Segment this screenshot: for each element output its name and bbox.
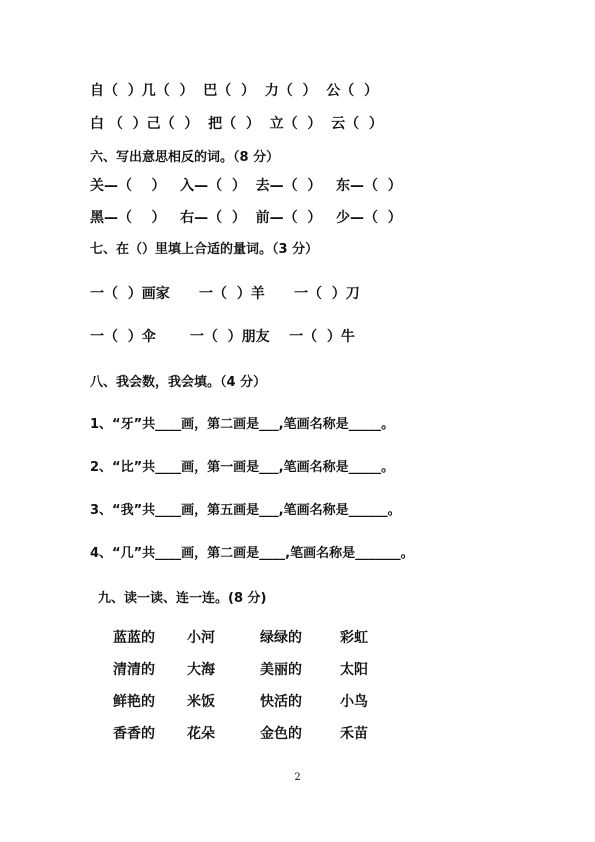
match-word: 太阳: [340, 662, 368, 678]
section6-row-2: 黑—（ ） 右—（ ） 前—（ ） 少—（ ）: [90, 210, 402, 226]
match-word: 鲜艳的: [113, 694, 155, 710]
section7-row-1: 一（ ）画家 一（ ）羊 一（ ）刀: [90, 286, 360, 302]
match-word: 米饭: [187, 694, 215, 710]
match-word: 金色的: [260, 726, 302, 742]
match-word: 小河: [187, 630, 215, 646]
match-word: 禾苗: [340, 726, 368, 742]
match-word: 香香的: [113, 726, 155, 742]
match-word: 美丽的: [260, 662, 302, 678]
match-word: 绿绿的: [260, 630, 302, 646]
match-word: 蓝蓝的: [113, 630, 155, 646]
section8-item-3: 3、“我”共____画，第五画是___,笔画名称是______。: [90, 503, 401, 518]
section7-title: 七、在（）里填上合适的量词。（3 分）: [90, 242, 319, 257]
match-word: 小鸟: [340, 694, 368, 710]
match-word: 彩虹: [340, 630, 368, 646]
section8-item-1: 1、“牙”共____画，第二画是___,笔画名称是_____。: [90, 417, 395, 432]
section8-title: 八、我会数，我会填。（4 分）: [90, 375, 267, 390]
match-word: 大海: [187, 662, 215, 678]
section7-row-2: 一（ ）伞 一（ ）朋友 一（ ）牛: [90, 329, 355, 345]
section6-row-1: 关—（ ） 入—（ ） 去—（ ） 东—（ ）: [90, 178, 402, 194]
section6-title: 六、写出意思相反的词。（8 分）: [90, 150, 280, 165]
char-row-2: 白 （ ）己（ ） 把（ ） 立（ ） 云（ ）: [90, 116, 383, 132]
match-word: 快活的: [260, 694, 302, 710]
char-row-1: 自（ ）几（ ） 巴（ ） 力（ ） 公（ ）: [90, 83, 378, 99]
match-word: 清清的: [113, 662, 155, 678]
section9-title: 九、读一读、连一连。(8 分): [98, 591, 267, 606]
match-word: 花朵: [187, 726, 215, 742]
page-number: 2: [294, 772, 301, 783]
section8-item-4: 4、“几”共____画，第二画是____,笔画名称是_______。: [90, 546, 414, 561]
section8-item-2: 2、“比”共____画，第一画是___,笔画名称是_____。: [90, 460, 395, 475]
